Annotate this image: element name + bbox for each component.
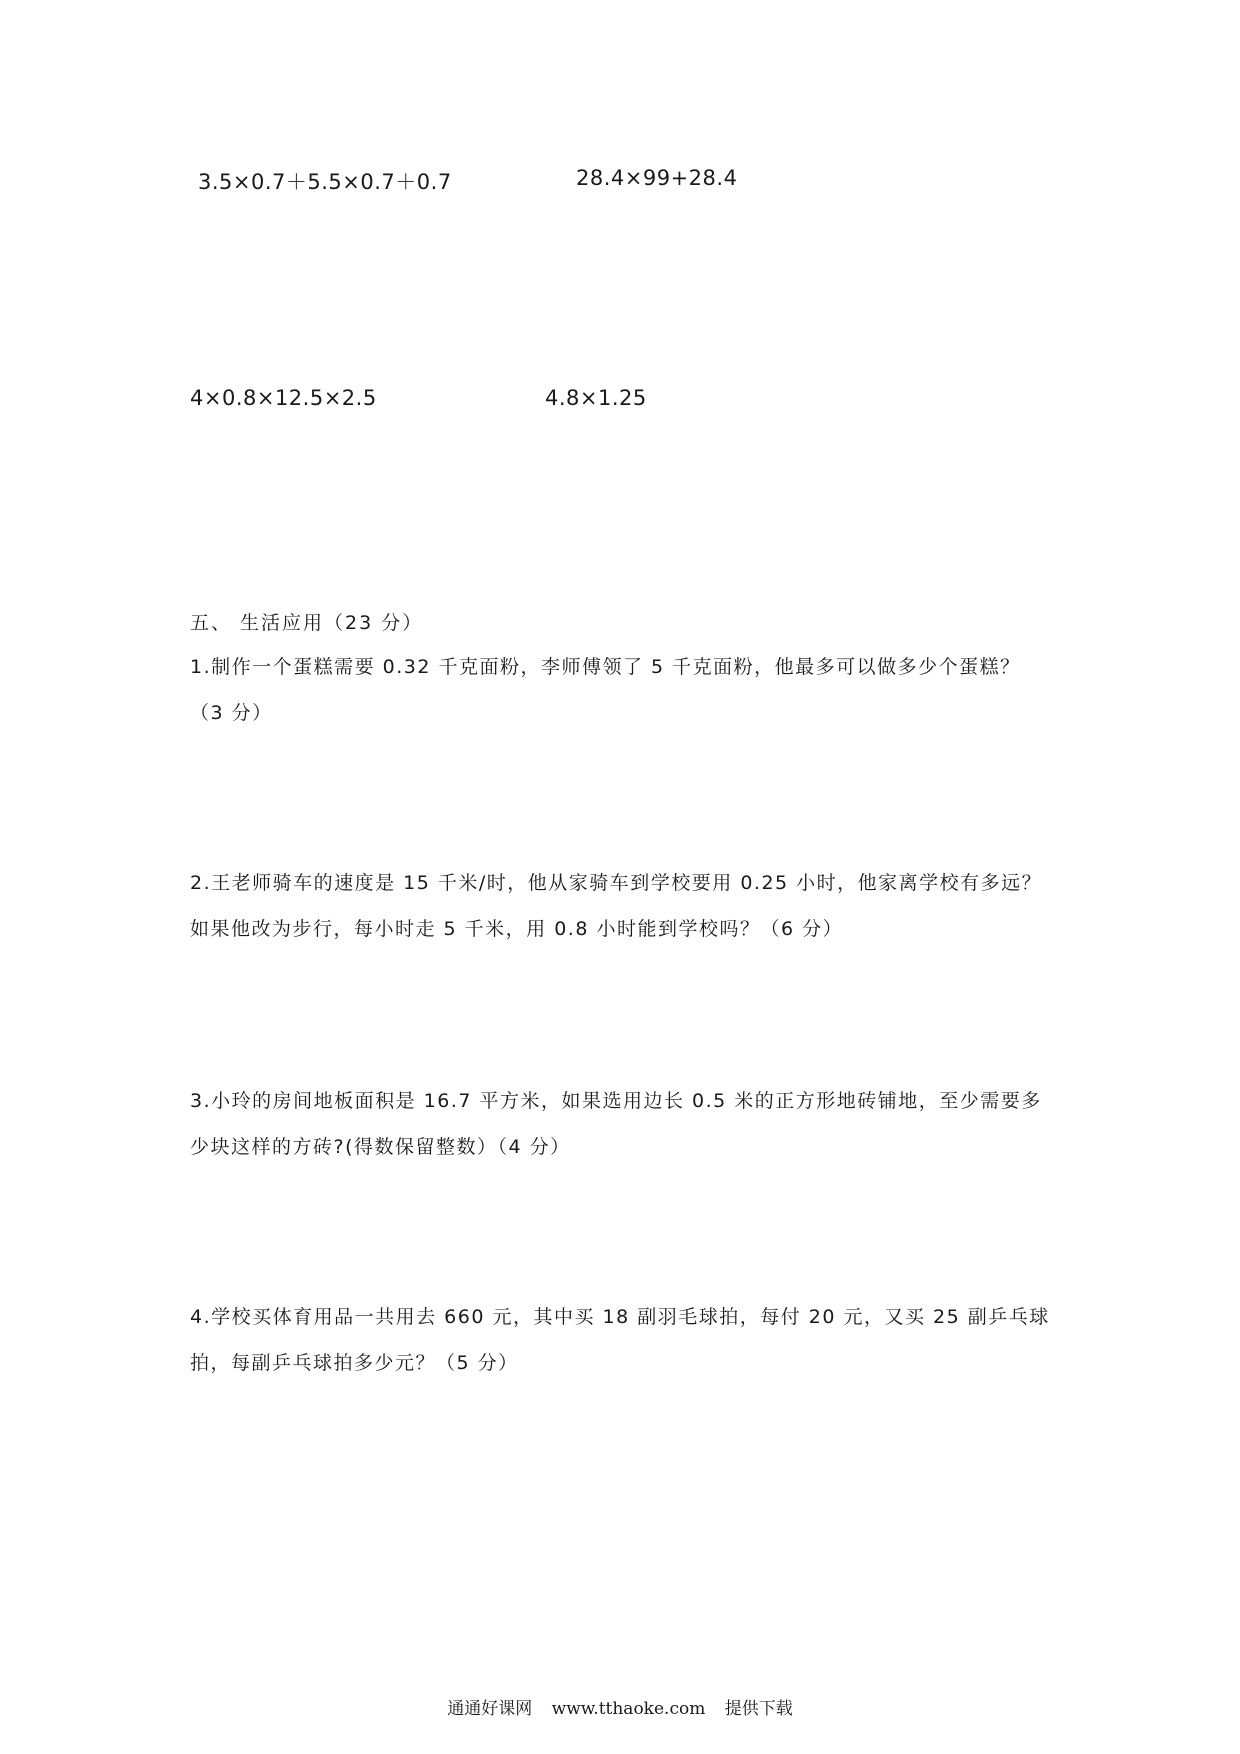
problem-4-line-1: 4.学校买体育用品一共用去 660 元，其中买 18 副羽毛球拍，每付 20 元，又买 25 副乒乓球 (190, 1306, 1050, 1328)
problem-4-line-2: 拍，每副乒乓球拍多少元？（5 分） (190, 1352, 519, 1374)
footer-tagline: 提供下载 (724, 1699, 793, 1719)
problem-3-line-2: 少块这样的方砖?(得数保留整数）（4 分） (190, 1136, 571, 1158)
problem-2 (190, 860, 1070, 952)
problem-2-line-2: 如果他改为步行，每小时走 5 千米，用 0.8 小时能到学校吗？（6 分） (190, 918, 844, 940)
problem-3-line-1: 3.小玲的房间地板面积是 16.7 平方米，如果选用边长 0.5 米的正方形地砖铺地，至少需要多 (190, 1090, 1042, 1112)
page-footer (0, 1694, 1240, 1719)
problem-3 (190, 1078, 1070, 1170)
section-heading: 五、 生活应用（23 分） (190, 612, 424, 634)
problem-2-line-1: 2.王老师骑车的速度是 15 千米/时，他从家骑车到学校要用 0.25 小时，他家离学校有多远？ (190, 872, 1043, 894)
footer-url-link[interactable]: www.tthaoke.com (551, 1699, 706, 1719)
calc-expression-2: 28.4×99+28.4 (576, 166, 738, 190)
problem-4 (190, 1294, 1070, 1386)
calc-expression-1: 3.5×0.7＋5.5×0.7＋0.7 (198, 170, 452, 194)
problem-1-line-1: 1.制作一个蛋糕需要 0.32 千克面粉，李师傅领了 5 千克面粉，他最多可以做多少个蛋糕？ (190, 656, 1021, 678)
problem-1 (190, 644, 1070, 736)
calc-expression-3: 4×0.8×12.5×2.5 (190, 386, 377, 410)
footer-site-name: 通通好课网 (447, 1699, 533, 1719)
calc-expression-4: 4.8×1.25 (545, 386, 647, 410)
problem-1-line-2: （3 分） (190, 702, 273, 724)
